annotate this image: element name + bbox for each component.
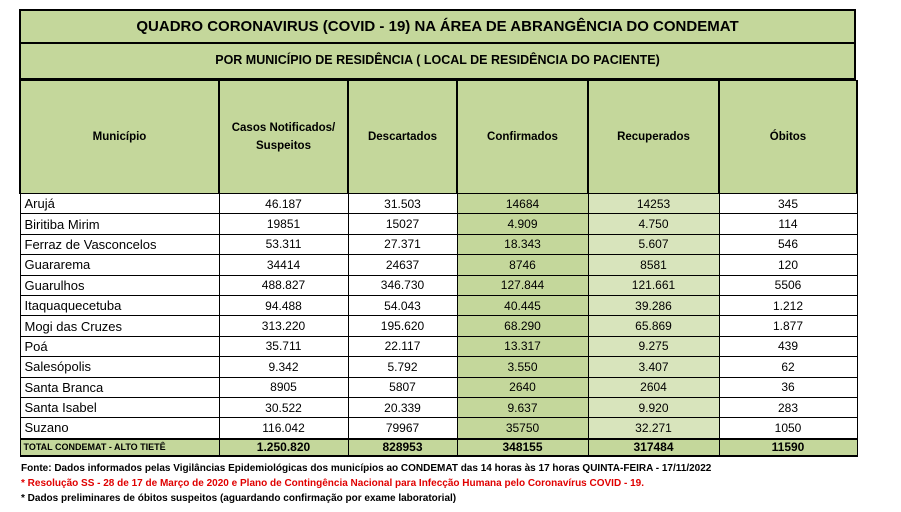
cell-municipio: Guarulhos — [20, 275, 219, 295]
covid-report — [19, 9, 856, 457]
cell-casos: 313.220 — [219, 316, 348, 336]
cell-confirmados: 18.343 — [457, 234, 588, 254]
cell-municipio: Santa Branca — [20, 377, 219, 397]
total-row — [20, 439, 857, 456]
cell-municipio: Mogi das Cruzes — [20, 316, 219, 336]
table-row — [20, 275, 857, 295]
table-row — [20, 397, 857, 417]
cell-recuperados: 65.869 — [588, 316, 719, 336]
cell-municipio: Ferraz de Vasconcelos — [20, 234, 219, 254]
cell-obitos: 36 — [719, 377, 857, 397]
cell-descartados: 79967 — [348, 418, 457, 439]
cell-descartados: 195.620 — [348, 316, 457, 336]
cell-recuperados: 32.271 — [588, 418, 719, 439]
header-row — [20, 81, 857, 194]
cell-descartados: 20.339 — [348, 397, 457, 417]
note-preliminares: * Dados preliminares de óbitos suspeitos (aguardando confirmação por exame laboratorial) — [21, 493, 457, 504]
cell-confirmados: 68.290 — [457, 316, 588, 336]
cell-confirmados: 13.317 — [457, 336, 588, 356]
cell-obitos: 1.212 — [719, 295, 857, 315]
cell-municipio: Salesópolis — [20, 357, 219, 377]
cell-obitos: 1.877 — [719, 316, 857, 336]
note-fonte: Fonte: Dados informados pelas Vigilâncias Epidemiológicas dos municípios ao CONDEMAT das 14 horas às 17 horas QUINTA-FEIRA - 17/11/2022 — [21, 463, 712, 474]
total-label: TOTAL CONDEMAT - ALTO TIETÊ — [20, 439, 219, 456]
cell-casos: 53.311 — [219, 234, 348, 254]
cell-casos: 46.187 — [219, 194, 348, 214]
report-title: QUADRO CORONAVIRUS (COVID - 19) NA ÁREA DE ABRANGÊNCIA DO CONDEMAT — [19, 9, 856, 44]
cell-recuperados: 9.920 — [588, 397, 719, 417]
cell-confirmados: 14684 — [457, 194, 588, 214]
cell-casos: 8905 — [219, 377, 348, 397]
header-descartados: Descartados — [348, 81, 457, 194]
cell-descartados: 22.117 — [348, 336, 457, 356]
total-confirmados: 348155 — [457, 439, 588, 456]
table-row — [20, 194, 857, 214]
cell-confirmados: 3.550 — [457, 357, 588, 377]
cell-recuperados: 5.607 — [588, 234, 719, 254]
cell-descartados: 54.043 — [348, 295, 457, 315]
report-subtitle: POR MUNICÍPIO DE RESIDÊNCIA ( LOCAL DE RESIDÊNCIA DO PACIENTE) — [19, 44, 856, 80]
cell-obitos: 120 — [719, 255, 857, 275]
total-descartados: 828953 — [348, 439, 457, 456]
cell-casos: 94.488 — [219, 295, 348, 315]
footnotes — [21, 461, 711, 506]
cell-confirmados: 127.844 — [457, 275, 588, 295]
cell-confirmados: 8746 — [457, 255, 588, 275]
table-row — [20, 357, 857, 377]
cell-confirmados: 2640 — [457, 377, 588, 397]
total-casos: 1.250.820 — [219, 439, 348, 456]
header-obitos: Óbitos — [719, 81, 857, 194]
cell-descartados: 15027 — [348, 214, 457, 234]
header-casos — [219, 81, 348, 194]
cell-descartados: 346.730 — [348, 275, 457, 295]
cell-recuperados: 9.275 — [588, 336, 719, 356]
cell-recuperados: 39.286 — [588, 295, 719, 315]
cell-obitos: 439 — [719, 336, 857, 356]
cell-confirmados: 4.909 — [457, 214, 588, 234]
note-resolucao: * Resolução SS - 28 de 17 de Março de 2020 e Plano de Contingência Nacional para Infecção Humana pelo Coronavírus COVID - 19. — [21, 478, 644, 489]
cell-recuperados: 121.661 — [588, 275, 719, 295]
table-row — [20, 418, 857, 439]
cell-municipio: Suzano — [20, 418, 219, 439]
cell-casos: 30.522 — [219, 397, 348, 417]
cell-descartados: 5.792 — [348, 357, 457, 377]
cell-casos: 35.711 — [219, 336, 348, 356]
cell-confirmados: 40.445 — [457, 295, 588, 315]
cell-municipio: Santa Isabel — [20, 397, 219, 417]
cell-descartados: 31.503 — [348, 194, 457, 214]
cell-municipio: Poá — [20, 336, 219, 356]
table-row — [20, 255, 857, 275]
table-row — [20, 316, 857, 336]
header-casos-line2: Suspeitos — [256, 140, 311, 152]
total-recuperados: 317484 — [588, 439, 719, 456]
cell-obitos: 5506 — [719, 275, 857, 295]
header-municipio: Município — [20, 81, 219, 194]
cell-descartados: 27.371 — [348, 234, 457, 254]
cell-recuperados: 14253 — [588, 194, 719, 214]
cell-recuperados: 2604 — [588, 377, 719, 397]
cell-obitos: 1050 — [719, 418, 857, 439]
cell-municipio: Biritiba Mirim — [20, 214, 219, 234]
cell-casos: 9.342 — [219, 357, 348, 377]
cell-descartados: 24637 — [348, 255, 457, 275]
cell-casos: 19851 — [219, 214, 348, 234]
total-obitos: 11590 — [719, 439, 857, 456]
cell-obitos: 62 — [719, 357, 857, 377]
cell-descartados: 5807 — [348, 377, 457, 397]
table-row — [20, 377, 857, 397]
cell-obitos: 345 — [719, 194, 857, 214]
table-row — [20, 295, 857, 315]
data-table — [19, 80, 858, 457]
table-body — [20, 194, 857, 439]
cell-confirmados: 9.637 — [457, 397, 588, 417]
cell-recuperados: 3.407 — [588, 357, 719, 377]
cell-municipio: Arujá — [20, 194, 219, 214]
cell-municipio: Itaquaquecetuba — [20, 295, 219, 315]
table-row — [20, 234, 857, 254]
header-recuperados: Recuperados — [588, 81, 719, 194]
cell-municipio: Guararema — [20, 255, 219, 275]
table-row — [20, 336, 857, 356]
cell-casos: 116.042 — [219, 418, 348, 439]
cell-casos: 488.827 — [219, 275, 348, 295]
header-casos-line1: Casos Notificados/ — [231, 122, 336, 134]
cell-confirmados: 35750 — [457, 418, 588, 439]
header-confirmados: Confirmados — [457, 81, 588, 194]
cell-obitos: 546 — [719, 234, 857, 254]
cell-obitos: 114 — [719, 214, 857, 234]
cell-obitos: 283 — [719, 397, 857, 417]
cell-casos: 34414 — [219, 255, 348, 275]
cell-recuperados: 8581 — [588, 255, 719, 275]
table-row — [20, 214, 857, 234]
cell-recuperados: 4.750 — [588, 214, 719, 234]
